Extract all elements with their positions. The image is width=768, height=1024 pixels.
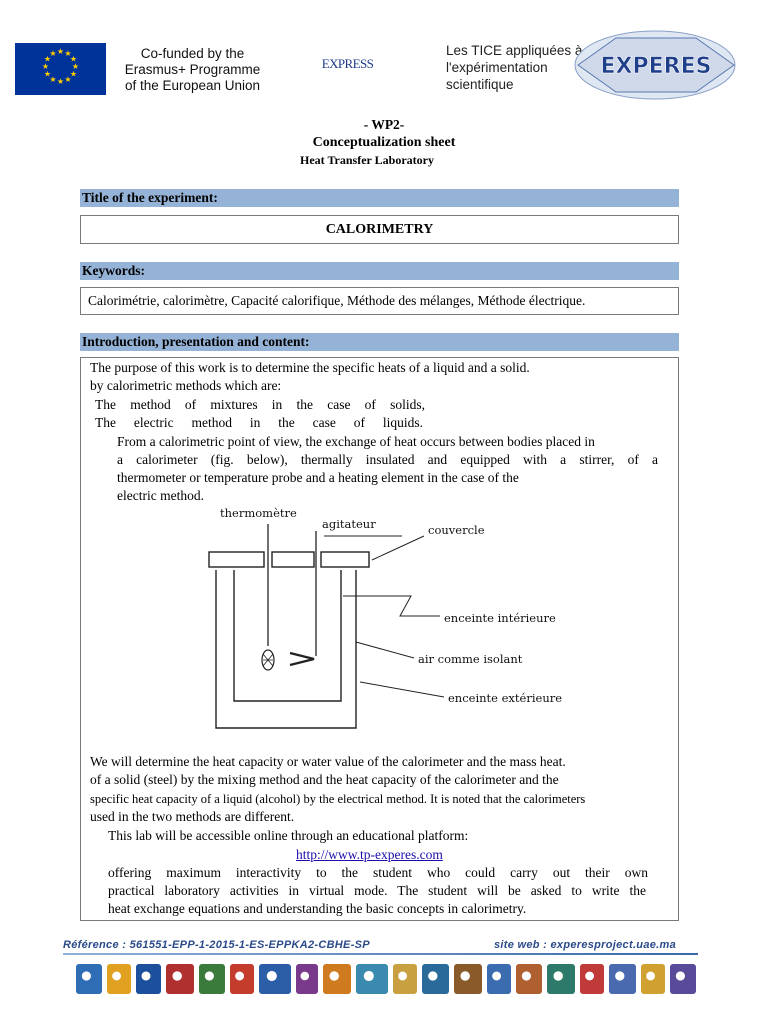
partner-logo-icon [259,964,291,994]
label-enceinte-exterieure: enceinte extérieure [448,691,563,705]
partner-logo-icon [296,964,318,994]
intro-line-6: a calorimeter (fig. below), thermally insulated and equipped with a stirrer, of a [117,452,658,467]
label-couvercle: couvercle [428,523,485,537]
label-air-isolant: air comme isolant [418,652,523,666]
partner-logo-icon [454,964,482,994]
lid-middle [272,552,314,567]
svg-text:★: ★ [64,49,72,58]
partner-logo-icon [199,964,225,994]
partner-logo-icon [487,964,511,994]
intro-line-12: used in the two methods are different. [90,809,295,824]
partner-logo-icon [516,964,542,994]
svg-text:★: ★ [64,75,72,84]
cofund-text [110,46,275,94]
sheet-title: Conceptualization sheet [312,135,456,150]
partner-logo-icon [670,964,696,994]
svg-text:★: ★ [41,62,50,71]
wp-label: - WP2- [363,117,405,132]
partner-logo-icon [547,964,575,994]
experiment-title: CALORIMETRY [80,215,679,244]
intro-line-15: practical laboratory activities in virtual mode. The student will be asked to write the [108,883,646,898]
intro-line-7: thermometer or temperature probe and a heating element in the case of the [117,470,519,485]
eu-flag-logo [15,43,106,95]
intro-line-11: specific heat capacity of a liquid (alcohol) by the electrical method. It is noted that the calorimeters [90,792,586,806]
intro-line-5: From a calorimetric point of view, the exchange of heat occurs between bodies placed in [117,434,595,449]
keywords-section-header: Keywords: [80,262,679,280]
experes-logo [572,28,738,102]
intro-line-13: This lab will be accessible online through an educational platform: [108,828,469,843]
intro-line-9: We will determine the heat capacity or water value of the calorimeter and the mass heat. [90,754,566,769]
lid-right [321,552,369,567]
platform-link[interactable]: http://www.tp-experes.com [296,847,443,862]
svg-text:★: ★ [69,69,78,79]
tice-line-1: Les TICE appliquées à [446,43,583,58]
partner-logo-icon [609,964,635,994]
svg-text:★: ★ [56,77,65,86]
lab-subtitle: Heat Transfer Laboratory [300,153,434,167]
partner-logo-icon [422,964,448,994]
partner-logo-icon [136,964,160,994]
svg-text:★: ★ [69,54,78,64]
partner-logo-icon [641,964,665,994]
svg-text:★: ★ [56,47,65,56]
intro-line-3: The method of mixtures in the case of solids, [95,397,425,412]
intro-line-2: by calorimetric methods which are: [90,378,282,393]
svg-text:★: ★ [43,54,52,64]
partner-logo-icon [166,964,194,994]
partner-logo-icon [323,964,351,994]
footer-website: site web : experesproject.uae.ma [494,939,677,951]
cofund-line-1: Co-funded by the [140,46,245,61]
intro-line-14: offering maximum interactivity to the student who could carry out their own [108,865,648,880]
footer-divider [63,953,698,955]
svg-text:★: ★ [49,49,57,58]
intro-line-1: The purpose of this work is to determine the specific heats of a liquid and a solid. [90,360,530,375]
partner-logo-icon [76,964,102,994]
intro-line-16: heat exchange equations and understanding the basic concepts in calorimetry. [108,901,527,916]
tice-line-2: l'expérimentation [446,60,548,75]
svg-text:★: ★ [49,75,57,84]
cofund-line-3: of the European Union [124,78,261,93]
cofund-line-2: Erasmus+ Programme [124,62,261,77]
partner-logo-icon [107,964,131,994]
intro-section-header: Introduction, presentation and content: [80,333,679,351]
partner-logo-icon [230,964,254,994]
partner-logos-strip [76,960,696,998]
express-label: EXPRESS [321,56,374,71]
footer-reference: Référence : 561551-EPP-1-2015-1-ES-EPPKA2-CBHE-SP [63,939,370,951]
tice-line-3: scientifique [446,77,514,92]
eu-stars-icon [15,43,106,95]
calorimeter-diagram [206,506,563,734]
keywords-value: Calorimétrie, calorimètre, Capacité calorifique, Méthode des mélanges, Méthode électrique. [80,287,679,315]
svg-text:★: ★ [71,62,80,71]
partner-logo-icon [356,964,388,994]
label-thermometre: thermomètre [220,506,297,520]
partner-logo-icon [393,964,417,994]
intro-line-4: The electric method in the case of liquids. [95,415,423,430]
intro-line-8: electric method. [117,488,204,503]
lid-left [209,552,264,567]
label-agitateur: agitateur [322,517,376,531]
title-section-header: Title of the experiment: [80,189,679,207]
intro-line-10: of a solid (steel) by the mixing method and the heat capacity of the calorimeter and the [90,772,559,787]
partner-logo-icon [580,964,604,994]
experes-logo-text: EXPERES [600,54,712,79]
svg-text:★: ★ [43,69,52,79]
label-enceinte-interieure: enceinte intérieure [444,611,556,625]
